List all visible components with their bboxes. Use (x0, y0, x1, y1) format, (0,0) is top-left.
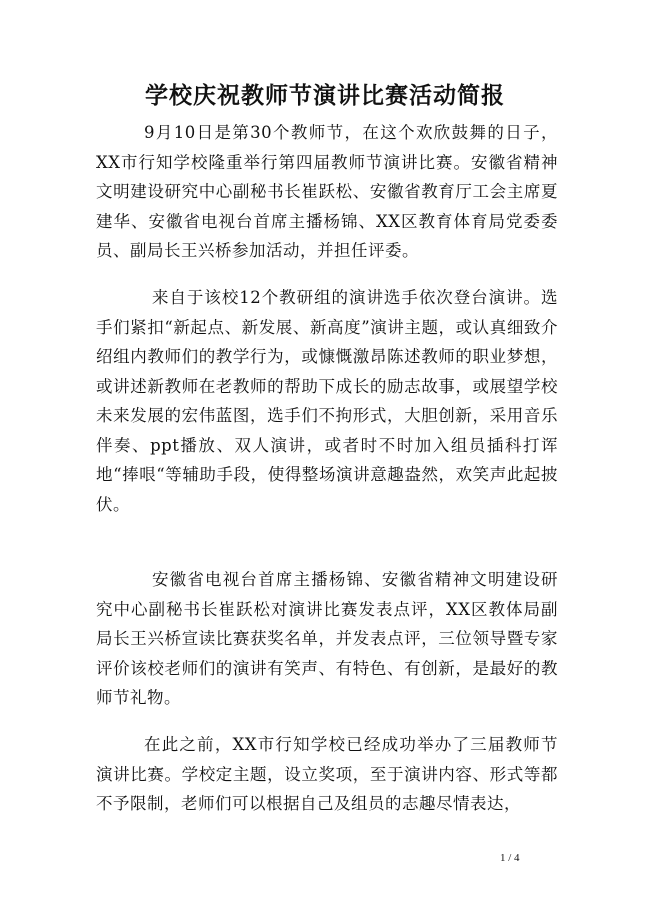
paragraph-2: 来自于该校12个教研组的演讲选手依次登台演讲。选手们紧扣“新起点、新发展、新高度”演讲主题，或认真细致介绍组内教师们的教学行为，或慷慨激昂陈述教师的职业梦想，或讲述新教师在老教师的帮助下成长的励志故事，或展望学校未来发展的宏伟蓝图，选手们不拘形式，大胆创新，采用音乐伴奏、ppt播放、双人演讲，或者时不时加入组员插科打诨地“捧哏“等辅助手段，使得整场演讲意趣盎然，欢笑声此起披伏。 (96, 288, 558, 514)
paragraph-3: 安徽省电视台首席主播杨锦、安徽省精神文明建设研究中心副秘书长崔跃松对演讲比赛发表点评，XX区教体局副局长王兴桥宣读比赛获奖名单，并发表点评，三位领导暨专家评价该校老师们的演讲有笑声、有特色、有创新，是最好的教师节礼物。 (96, 570, 558, 707)
paragraph-1: 9月10日是第30个教师节，在这个欢欣鼓舞的日子，XX市行知学校隆重举行第四届教师节演讲比赛。安徽省精神文明建设研究中心副秘书长崔跃松、安徽省教育厅工会主席夏建华、安徽省电视台首席主播杨锦、XX区教育体育局党委委员、副局长王兴桥参加活动，并担任评委。 (96, 123, 558, 260)
document-title: 学校庆祝教师节演讲比赛活动简报 (145, 82, 505, 109)
paragraph-4: 在此之前，XX市行知学校已经成功举办了三届教师节演讲比赛。学校定主题，设立奖项，至于演讲内容、形式等都不予限制，老师们可以根据自己及组员的志趣尽情表达， (96, 735, 558, 813)
page-number: 1 / 4 (500, 852, 520, 864)
